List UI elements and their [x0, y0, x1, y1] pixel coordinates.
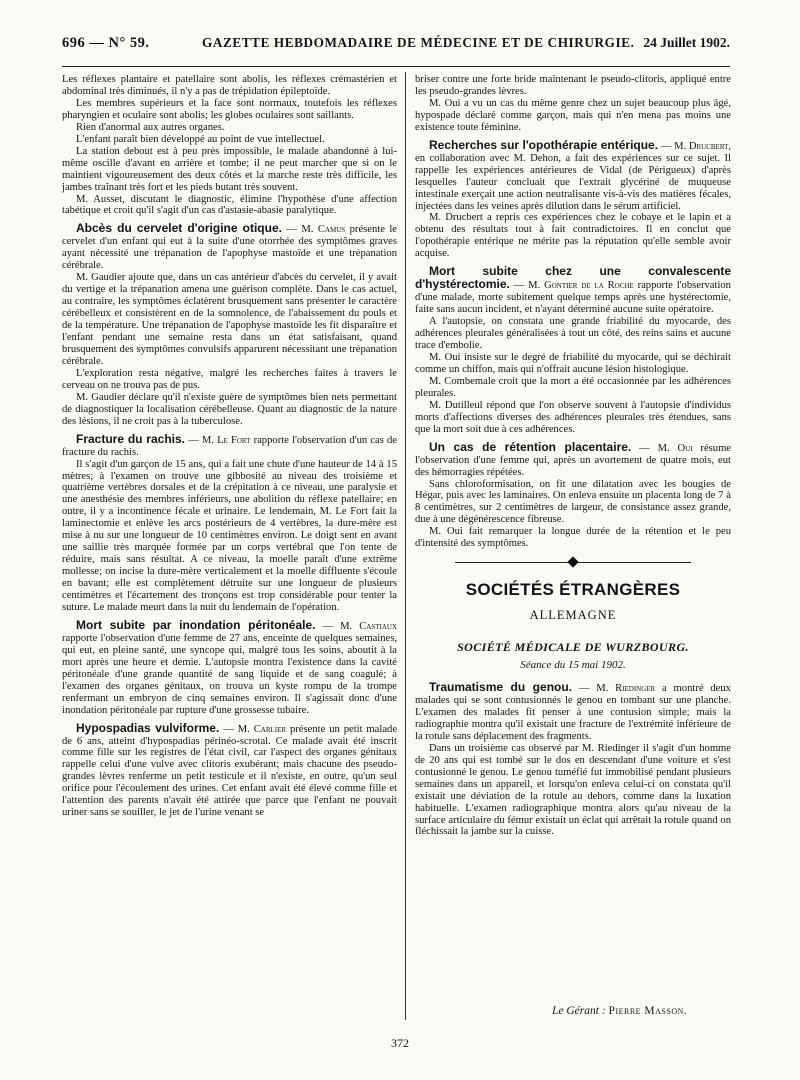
- section-title: Abcès du cervelet d'origine otique.: [76, 221, 282, 236]
- paragraph: Les membres supérieurs et la face sont normaux, toutefois les réflexes pharyngien et oculaire sont abolis; les globes oculaires sont saillants.: [62, 97, 397, 121]
- paragraph: M. Oui a vu un cas du même genre chez un sujet beaucoup plus âgé, hypospade déclaré comme garçon, mais qui n'en mena pas moins une existence toute féminine.: [415, 97, 731, 133]
- author: M. Gontier de la Roche: [528, 280, 634, 292]
- page-number: 696 — N° 59.: [62, 35, 150, 51]
- gerant-role: Le Gérant :: [552, 1005, 606, 1017]
- header-rule: [62, 66, 730, 67]
- section-title: Mort subite chez une convalescente d'hystérectomie.: [415, 264, 731, 292]
- page-header: [62, 33, 730, 57]
- lead-text: présente un petit malade de 6 ans, atteint d'hypospadias périnéo-scrotal. Ce malade avait été inscrit comme fille sur les registres de l'état civil, car l'aspect des organes génitaux rappelle celui d'une vulve avec clitoris exubérant; mais chacune des pseudo-grandes lèvres renferme un petit testicule et il n'existe, en outre, qu'un seul orifice pour l'écoulement des urines. Cet enfant avait été élevé comme fille et l'attention des parents n'avait été attirée que parce que l'enfant ne pouvait uriner sans se souiller, le jet de l'urine venant se: [62, 723, 398, 819]
- section-lead: Mort subite chez une convalescente d'hystérectomie. — M. Gontier de la Roche rapporte l'observation d'une malade, morte subitement quelque temps après une hystérectomie, faite sans aucun incident, et n'ayant déterminé aucune suite opératoire.: [415, 264, 731, 316]
- section-lead: Recherches sur l'opothérapie entérique. — M. Drucbert, en collaboration avec M. Dehon, a fait des expériences sur ce sujet. Il rappelle les expériences antérieures de Vidal (de Périgueux) d'après lesquelles l'auteur concluait que l'extrait glycériné de muqueuse intestinale exerçait une action neutralisante vis-à-vis des matières fécales, injectées dans les veines après dilution dans le sérum artificiel.: [415, 137, 732, 212]
- section-title: Mort subite par inondation péritonéale.: [76, 617, 316, 632]
- section-placenta: [415, 439, 732, 551]
- paragraph: M. Gaudier déclare qu'il n'existe guère de symptômes bien nets permettant de diagnostiquer la localisation cérébelleuse. Quant au diagnostic de la nature des lésions, il ne croit pas à la tuberculose.: [62, 391, 397, 427]
- paragraph: Rien d'anormal aux autres organes.: [76, 121, 225, 133]
- section-fracture: [62, 431, 397, 614]
- author: M. Carlier: [237, 723, 287, 735]
- section-title: Recherches sur l'opothérapie entérique.: [429, 137, 659, 152]
- section-separator: [415, 556, 731, 570]
- lead-text: a montré deux malades qui se sont contusionnés le genou en tombant sur une planche. L'examen des malades fit penser à une contusion simple; mais la radiographie montra qu'il existait une fracture de l'extrémité inférieure de la rotule sans déplacement des fragments.: [415, 683, 731, 742]
- paragraph: briser contre une forte bride maintenant le pseudo-clitoris, appliqué entre les pseudo-grandes lèvres.: [415, 74, 731, 97]
- society-heading: SOCIÉTÉ MÉDICALE DE WURZBOURG.: [457, 640, 689, 655]
- author: M. Camus: [301, 224, 346, 236]
- paragraph: La station debout est à peu près impossible, le malade abandonné à lui-même oscille d'avant en arrière et tombe; il ne peut marcher que si on le maintient vigoureusement des deux côtés et la marche reste très difficile, les jambes traînant très fort et les pieds butant très souvent.: [62, 145, 397, 193]
- section-opotherapie: [415, 137, 732, 261]
- section-lead: Abcès du cervelet d'origine otique. — M. Camus présente le cervelet d'un enfant qui eut à la suite d'une otorrhée des symptômes graves ayant nécessité une trépanation de l'apophyse mastoïde et une trépanation cérébrale.: [62, 221, 397, 272]
- section-mort-subite-2: [415, 266, 731, 435]
- session-date: Séance du 15 mai 1902.: [520, 659, 626, 672]
- section-abces: [62, 223, 397, 427]
- paragraph: M. Dutilleul répond que l'on observe souvent à l'autopsie d'individus morts d'affections diverses des adhérences pleurales très étendues, sans que la mort soit due à ces adhérences.: [415, 399, 731, 435]
- diamond-ornament-icon: [567, 557, 578, 568]
- section-title: Hypospadias vulviforme.: [76, 720, 220, 735]
- author: M. Riedinger: [596, 683, 656, 695]
- section-mort-subite-1: [62, 617, 398, 717]
- societes-heading: SOCIÉTÉS ÉTRANGÈRES: [465, 580, 681, 600]
- lead-text: rapporte l'observation d'une femme de 27 ans, enceinte de quelques semaines, qui eut, en pleine santé, une syncope qui, malgré tous les soins, aboutit à la mort après une heure et demie. L'autopsie montra l'existence dans la cavité péritonéale d'une grande quantité de sang liquide et de sang coagulé; à l'examen des organes génitaux, on trouva un kyste rompu de la trompe renfermant un embryon de cinq semaines environ. Il s'agissait donc d'une inondation péritonéale par rupture d'une grossesse tubaire.: [62, 632, 397, 716]
- section-title: Fracture du rachis.: [76, 431, 186, 446]
- country-heading: ALLEMAGNE: [529, 608, 617, 623]
- publisher-signature: [552, 1005, 687, 1017]
- section-lead: Un cas de rétention placentaire. — M. Oui résume l'observation d'une femme qui, après un avortement de quatre mois, eut des hémorragies répétées.: [415, 439, 732, 478]
- paragraph: Dans un troisième cas observé par M. Riedinger il s'agit d'un homme de 20 ans qui est tombé sur le dos en descendant d'une voiture et s'est contusionné le genou. Le genou tuméfié fut immobilisé pendant plusieurs semaines dans un appareil, et lorsqu'on enleva celui-ci on constata qu'il existait une déviation de la rotule au dehors, comme dans la luxation habituelle. L'examen radiographique montra alors qu'au niveau de la surface articulaire du fémur existait un éclat qui arrêtait la rotule quand on fléchissait la jambe sur la cuisse.: [415, 742, 731, 838]
- lead-text: rapporte l'observation d'un cas de fracture du rachis.: [62, 434, 397, 458]
- section-hypospadias: [62, 720, 398, 820]
- lead-text: rapporte l'observation d'une malade, morte subitement quelque temps après une hystérectomie, faite sans aucun incident, et n'ayant déterminé aucune suite opératoire.: [415, 280, 731, 316]
- section-lead: Fracture du rachis. — M. Le Fort rapporte l'observation d'un cas de fracture du rachis.: [62, 431, 397, 458]
- author: M. Castiaux: [340, 620, 398, 632]
- issue-date: 24 Juillet 1902.: [643, 35, 730, 50]
- paragraph: M. Ausset, discutant le diagnostic, élimine l'hypothèse d'une affection tabétique et croit qu'il s'agit d'un cas d'astasie-abasie paralytique.: [62, 193, 397, 217]
- paragraph: Sans chloroformisation, on fit une dilatation avec les bougies de Hégar, puis avec les laminaires. On enleva ensuite un placenta long de 7 à 8 centimètres, sur 2 centimètres de largeur, de consistance assez grande, due à une dégénérescence fibreuse.: [415, 478, 731, 526]
- paragraph: M. Combemale croit que la mort a été occasionnée par les adhérences pleurales.: [415, 375, 731, 399]
- paragraph: M. Gaudier ajoute que, dans un cas antérieur d'abcès du cervelet, il y avait du vertige et la trépanation amena une guérison complète. Dans le cas actuel, au contraire, les symptômes éclatèrent brusquement sans présenter le caractère cérébelleux et consistèrent en de la somnolence, de l'abaissement du pouls et de la température. Une trépanation de l'apophyse mastoïde les fit disparaître et l'enfant pendant une semaine resta dans un état satisfaisant, quand brusquement des symptômes convulsifs apparurent nécessitant une trépanation cérébrale.: [62, 272, 397, 367]
- lead-text: résume l'observation d'une femme qui, après un avortement de quatre mois, eut des hémorragies répétées.: [415, 442, 732, 478]
- section-lead: Hypospadias vulviforme. — M. Carlier présente un petit malade de 6 ans, atteint d'hypospadias périnéo-scrotal. Ce malade avait été inscrit comme fille sur les registres de l'état civil, car l'aspect des organes génitaux rappelle celui d'une vulve avec clitoris exubérant; mais chacune des pseudo-grandes lèvres renferme un petit testicule et il n'existe, en outre, qu'un seul orifice pour l'écoulement des urines. Cet enfant avait été élevé comme fille et l'attention des parents n'avait été attirée que parce que l'enfant ne pouvait uriner sans se souiller, le jet de l'urine venant se: [62, 720, 398, 819]
- paragraph: Les réflexes plantaire et patellaire sont abolis, les réflexes crémastérien et abdominal très diminués, il n'y a pas de trépidation épileptoïde.: [62, 74, 397, 97]
- section-traumatisme: [415, 682, 731, 838]
- lead-text: , en collaboration avec M. Dehon, a fait des expériences sur ce sujet. Il rappelle les expériences antérieures de Vidal (de Périgueux) d'après lesquelles l'auteur concluait que l'extrait glycériné de muqueuse intestinale exerçait une action neutralisante vis-à-vis des matières fécales, injectées dans les veines après dilution dans le sérum artificiel.: [415, 140, 732, 212]
- author: M. Drucbert: [674, 140, 729, 152]
- section-title: Traumatisme du genou.: [429, 680, 573, 695]
- lead-text: présente le cervelet d'un enfant qui eut à la suite d'une otorrhée des symptômes graves ayant nécessité une trépanation de l'apophyse mastoïde et une trépanation cérébrale.: [62, 224, 397, 272]
- paragraph: Il s'agit d'un garçon de 15 ans, qui a fait une chute d'une hauteur de 14 à 15 mètres; à l'examen on trouve une gibbosité au niveau des troisième et quatrième vertèbres dorsales et de la crépitation à ce niveau, une paralysie et une anesthésie des membres inférieurs, une abolition du réflexe patellaire; en outre, il y a incontinence fécale et urinaire. Le lendemain, M. Le Fort fait la laminectomie et enlève les arcs postérieurs de 4 vertèbres, la dure-mère est mise à nu sur une longueur de 10 centimètres environ. Le doigt sent en avant une saillie très marquée formée par un corps vertébral que l'on tente de réduire, mais sans résultat. A ce niveau, la moelle paraît d'une extrême mollesse; on incise la dure-mère verticalement et la moelle diffluente s'écoule en bavant; elle est complètement détruite sur une longueur de plusieurs centimètres et l'écartement des tronçons est trop considérable pour tenter la suture. Le malade meurt dans la nuit du lendemain de l'opération.: [62, 458, 397, 613]
- author: M. Oui: [657, 442, 693, 454]
- folio-number: 372: [391, 1036, 409, 1050]
- gerant-name: Pierre Masson.: [608, 1005, 688, 1017]
- right-column: [415, 74, 731, 838]
- author: M. Le Fort: [201, 434, 251, 446]
- section-lead: Traumatisme du genou. — M. Riedinger a montré deux malades qui se sont contusionnés le genou en tombant sur une planche. L'examen des malades fit penser à une contusion simple; mais la radiographie montra qu'il existait une fracture de l'extrémité inférieure de la rotule sans déplacement des fragments.: [415, 680, 731, 742]
- paragraph: L'enfant paraît bien développé au point de vue intellectuel.: [76, 133, 325, 145]
- paragraph: M. Drucbert a repris ces expériences chez le cobaye et le lapin et a obtenu des résultats tout à fait contradictoires. Il en conclut que l'opothérapie entérique ne mérite pas la réputation qu'elle semble avoir acquise.: [415, 212, 731, 260]
- paragraph: M. Oui fait remarquer la longue durée de la rétention et le peu d'intensité des symptômes.: [415, 526, 731, 550]
- paragraph: L'exploration resta négative, malgré les recherches faites à travers le cerveau on ne trouva pas de pus.: [62, 367, 397, 391]
- column-divider: [405, 72, 406, 1020]
- section-lead: Mort subite par inondation péritonéale. — M. Castiaux rapporte l'observation d'une femme de 27 ans, enceinte de quelques semaines, qui eut, en pleine santé, une syncope qui, malgré tous les soins, aboutit à la mort après une heure et demie. L'autopsie montra l'existence dans la cavité péritonéale d'une grande quantité de sang liquide et de sang coagulé; à l'examen des organes génitaux, on trouva un kyste rompu de la trompe renfermant un embryon de cinq semaines environ. Il s'agissait donc d'une inondation péritonéale par rupture d'une grossesse tubaire.: [62, 617, 398, 716]
- paragraph: M. Oui insiste sur le degré de friabilité du myocarde, qui se déchirait comme un chiffon, mais qui n'offrait aucune lésion histologique.: [415, 351, 731, 375]
- section-title: Un cas de rétention placentaire.: [429, 439, 632, 454]
- journal-title: GAZETTE HEBDOMADAIRE DE MÉDECINE ET DE CHIRURGIE.: [202, 35, 635, 50]
- left-column: [62, 74, 397, 819]
- paragraph: A l'autopsie, on constata une grande friabilité du myocarde, des adhérences pleurales généralisées à tout un côté, des reins sains et aucune trace d'embolie.: [415, 316, 731, 352]
